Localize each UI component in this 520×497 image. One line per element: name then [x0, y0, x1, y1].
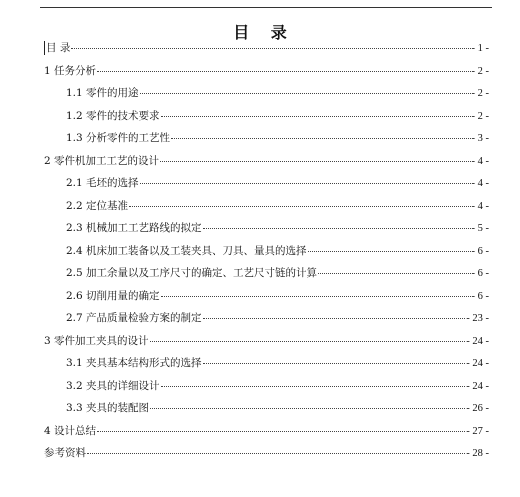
dot-leader — [140, 183, 471, 184]
toc-entry-label: 4 设计总结 — [44, 424, 97, 437]
toc-page-number: - 3 - — [471, 133, 489, 144]
dot-leader — [87, 453, 465, 454]
toc-page-number: - 4 - — [471, 200, 489, 212]
toc-page-number: - 27 - — [466, 425, 489, 437]
toc-entry-label: 2.1 毛坯的选择 — [66, 177, 139, 189]
toc-page-number: - 4 - — [471, 178, 489, 189]
toc-entry-label: 1 任务分析 — [44, 64, 97, 77]
toc-entry-label: 2.6 切削用量的确定 — [66, 289, 160, 302]
toc-entry[interactable] — [44, 401, 489, 424]
dot-leader — [150, 341, 466, 342]
toc-entry-label: 2.2 定位基准 — [66, 199, 129, 212]
dot-leader — [308, 251, 471, 252]
dot-leader — [150, 408, 465, 409]
toc-entry[interactable] — [44, 356, 489, 379]
toc-entry-label: 1.1 零件的用途 — [66, 87, 139, 99]
toc-entry[interactable] — [44, 266, 489, 289]
toc-page-number: - 6 - — [471, 245, 489, 257]
dot-leader — [161, 296, 471, 297]
dot-leader — [71, 48, 470, 49]
toc-entry[interactable] — [44, 41, 489, 64]
toc-entry-label: 目 录 — [46, 42, 71, 54]
toc-entry[interactable] — [44, 334, 489, 357]
dot-leader — [97, 431, 465, 432]
dot-leader — [97, 71, 470, 72]
toc-entry-label: 2.4 机床加工装备以及工装夹具、刀具、量具的选择 — [66, 244, 307, 257]
toc-entry[interactable] — [44, 64, 489, 87]
dot-leader — [129, 206, 470, 207]
dot-leader — [318, 273, 470, 274]
toc-entry[interactable] — [44, 199, 489, 222]
dot-leader — [161, 386, 466, 387]
toc-entry[interactable] — [44, 311, 489, 334]
toc-page-number: - 28 - — [466, 448, 489, 459]
toc-title: 目 录 — [233, 23, 295, 42]
toc-entry[interactable] — [44, 289, 489, 312]
toc-page-number: - 2 - — [471, 88, 489, 99]
toc-entry[interactable] — [44, 379, 489, 402]
toc-entry-label: 参考资料 — [44, 447, 86, 459]
toc-page-number: - 6 - — [471, 290, 489, 302]
toc-entry-label: 2.3 机械加工工艺路线的拟定 — [66, 222, 202, 234]
toc-entry[interactable] — [44, 446, 489, 469]
toc-page-number: - 23 - — [466, 313, 489, 324]
toc-entry-label: 3.1 夹具基本结构形式的选择 — [66, 357, 202, 369]
toc-entry-label: 3.2 夹具的详细设计 — [66, 379, 160, 392]
toc-entry[interactable] — [44, 109, 489, 132]
toc-entry-label: 3.3 夹具的装配图 — [66, 402, 150, 414]
toc-entry-label: 1.2 零件的技术要求 — [66, 109, 160, 122]
toc-entry[interactable] — [44, 424, 489, 447]
toc-entry[interactable] — [44, 244, 489, 267]
header-rule — [40, 7, 492, 8]
dot-leader — [203, 318, 466, 319]
toc-entry-label: 1.3 分析零件的工艺性 — [66, 132, 171, 144]
toc-page-number: - 2 - — [471, 65, 489, 77]
toc-page-number: - 24 - — [466, 335, 489, 347]
toc-page-number: - 2 - — [471, 110, 489, 122]
dot-leader — [171, 138, 470, 139]
toc-page-number: - 1 - — [471, 43, 489, 54]
toc-entry[interactable] — [44, 176, 489, 199]
toc-entry[interactable] — [44, 86, 489, 109]
dot-leader — [140, 93, 471, 94]
toc-page-number: - 24 - — [466, 358, 489, 369]
toc-page-number: - 24 - — [466, 380, 489, 392]
dot-leader — [203, 228, 471, 229]
toc-entry[interactable] — [44, 221, 489, 244]
toc-entry-label: 3 零件加工夹具的设计 — [44, 334, 149, 347]
table-of-contents — [44, 41, 489, 469]
toc-page-number: - 5 - — [471, 223, 489, 234]
toc-entry-label: 2.5 加工余量以及工序尺寸的确定、工艺尺寸链的计算 — [66, 267, 318, 279]
toc-page-number: - 6 - — [471, 268, 489, 279]
toc-page-number: - 26 - — [466, 403, 489, 414]
dot-leader — [203, 363, 466, 364]
toc-entry[interactable] — [44, 131, 489, 154]
toc-page-number: - 4 - — [471, 155, 489, 167]
toc-entry[interactable] — [44, 154, 489, 177]
toc-entry-label: 2 零件机加工工艺的设计 — [44, 154, 160, 167]
toc-entry-label: 2.7 产品质量检验方案的制定 — [66, 312, 202, 324]
dot-leader — [161, 116, 471, 117]
dot-leader — [160, 161, 470, 162]
